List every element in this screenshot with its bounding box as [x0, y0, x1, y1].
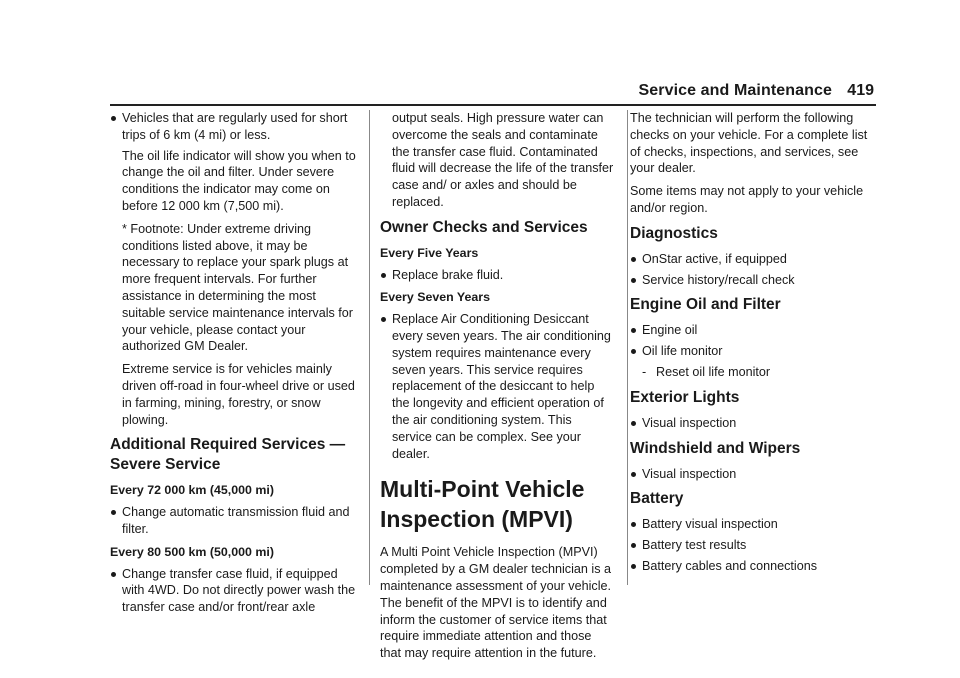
- section-heading: Additional Required Services — Severe Service: [110, 436, 346, 474]
- list-item: Battery test results: [630, 537, 876, 554]
- sub-list-item: - Reset oil life monitor: [642, 364, 771, 379]
- paragraph: Some items may not apply to your vehicle and/or region.: [630, 184, 864, 215]
- bullet-icon: [631, 278, 636, 283]
- section-title: Service and Maintenance: [638, 82, 832, 99]
- bullet-icon: [631, 522, 636, 527]
- list-item: Service history/recall check: [630, 272, 876, 289]
- bullet-icon: [631, 328, 636, 333]
- column-3: [630, 110, 876, 579]
- section-heading: Diagnostics: [630, 224, 718, 242]
- list-item: Visual inspection: [630, 466, 876, 483]
- paragraph: output seals. High pressure water can overcome the seals and contaminate the transfer case fluid. Contaminated fluid will decrease the life of the transfer case and/ or axles and should be replaced.: [392, 111, 614, 209]
- list-item: Battery visual inspection: [630, 516, 876, 533]
- list-item: OnStar active, if equipped: [630, 251, 876, 268]
- column-2: [380, 110, 615, 668]
- list-item: Change transfer case fluid, if equipped with 4WD. Do not directly power wash the transfer case and/or front/rear axle: [110, 566, 360, 616]
- bullet-icon: [111, 572, 116, 577]
- column-1: [110, 110, 360, 620]
- column-divider: [627, 110, 628, 585]
- section-heading: Windshield and Wipers: [630, 439, 801, 457]
- bullet-icon: [631, 421, 636, 426]
- section-heading: Owner Checks and Services: [380, 218, 588, 236]
- section-heading: Exterior Lights: [630, 388, 740, 406]
- section-heading: Engine Oil and Filter: [630, 296, 781, 314]
- list-item: Vehicles that are regularly used for short trips of 6 km (4 mi) or less.: [110, 110, 360, 144]
- footnote: * Footnote: Under extreme driving conditions listed above, it may be necessary to replace your spark plugs at more frequent intervals. For further assistance in determining the most suitable service maintenance intervals for your vehicle, please contact your authorized GM Dealer.: [122, 221, 353, 354]
- interval-heading: Every 80 500 km (50,000 mi): [110, 544, 274, 559]
- dash-icon: -: [642, 364, 647, 379]
- interval-heading: Every 72 000 km (45,000 mi): [110, 483, 274, 498]
- bullet-icon: [631, 564, 636, 569]
- chapter-heading: Multi-Point Vehicle Inspection (MPVI): [380, 476, 585, 533]
- column-divider: [369, 110, 370, 585]
- page-header: [0, 82, 960, 104]
- bullet-icon: [381, 273, 386, 278]
- list-item: Engine oil: [630, 322, 876, 339]
- list-item: Replace brake fluid.: [380, 267, 615, 284]
- list-item: Battery cables and connections: [630, 558, 876, 575]
- bullet-icon: [631, 257, 636, 262]
- paragraph: The oil life indicator will show you when to change the oil and filter. Under severe conditions the indicator may come on before 12 000 km (7,500 mi).: [122, 148, 356, 213]
- list-item: Oil life monitor: [630, 343, 876, 360]
- bullet-icon: [631, 472, 636, 477]
- paragraph: Extreme service is for vehicles mainly driven off-road in four-wheel drive or used in farming, mining, forestry, or snow plowing.: [122, 362, 355, 427]
- list-item: Visual inspection: [630, 415, 876, 432]
- list-item: Change automatic transmission fluid and filter.: [110, 504, 360, 538]
- paragraph: A Multi Point Vehicle Inspection (MPVI) completed by a GM dealer technician is a maintenance assessment of your vehicle. The benefit of the MPVI is to identify and inform the customer of service items that require immediate attention and those that may require attention in the future.: [380, 545, 612, 661]
- bullet-icon: [111, 116, 116, 121]
- interval-heading: Every Five Years: [380, 245, 479, 260]
- page-number: 419: [847, 82, 874, 99]
- paragraph: The technician will perform the following checks on your vehicle. For a complete list of checks, inspections, and services, see your dealer.: [630, 111, 868, 176]
- bullet-icon: [111, 510, 116, 515]
- section-heading: Battery: [630, 490, 684, 508]
- bullet-icon: [631, 543, 636, 548]
- list-item: Replace Air Conditioning Desiccant every seven years. The air conditioning system requires maintenance every seven years. This service requires replacement of the desiccant to help the longevity and efficient operation of the air conditioning system. This service can be complex. See your dealer.: [380, 311, 615, 462]
- bullet-icon: [631, 349, 636, 354]
- interval-heading: Every Seven Years: [380, 290, 491, 305]
- header-rule: [110, 104, 876, 106]
- bullet-icon: [381, 317, 386, 322]
